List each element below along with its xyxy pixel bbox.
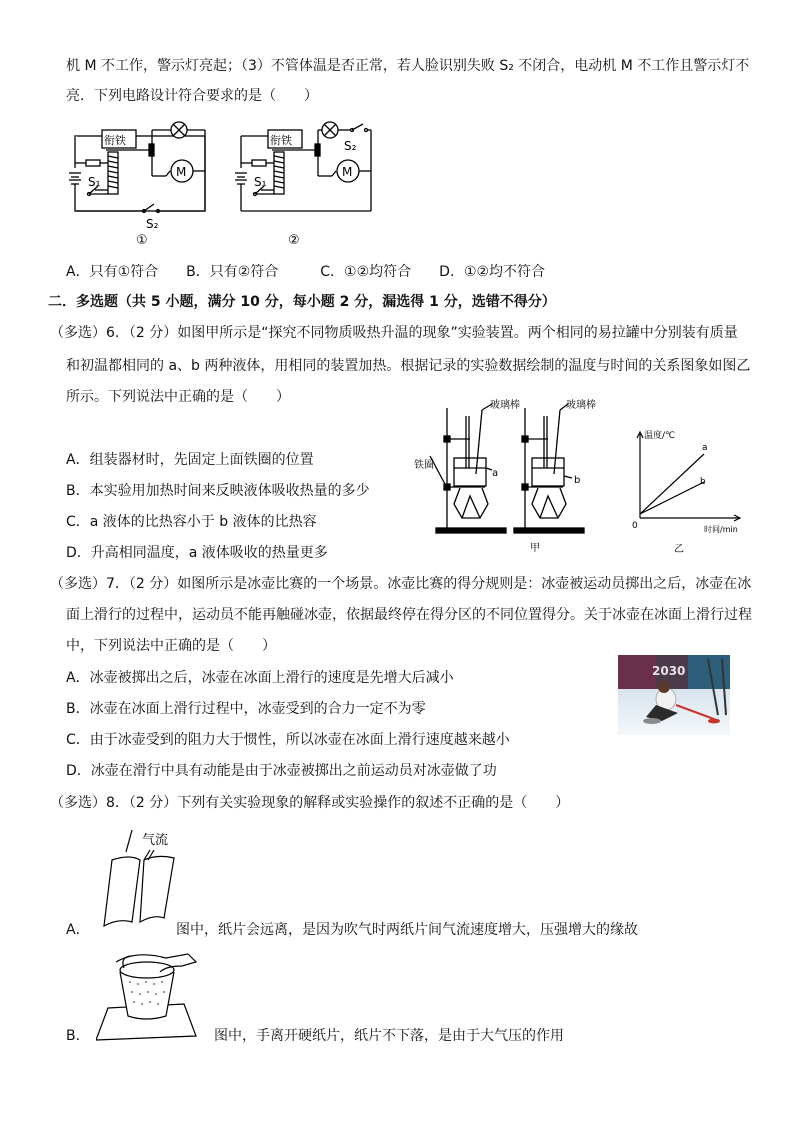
q6-apparatus-figure <box>410 396 610 558</box>
q6-stem-line-3: 所示。下列说法中正确的是（ ） <box>66 389 290 405</box>
q5-options: A．只有①符合 B．只有②符合 C．①②均符合 D．①②均不符合 <box>66 264 546 280</box>
q6-temperature-graph <box>622 424 748 556</box>
switch-s1-label-2: S₁ <box>254 175 267 189</box>
motor-label-2: M <box>342 165 353 179</box>
liquid-a-label: a <box>492 468 499 479</box>
q8-option-b-label: B． <box>66 1028 90 1044</box>
curling-photo-banner: 2030 <box>652 664 686 678</box>
q8-stem: （多选）8．（2 分）下列有关实验现象的解释或实验操作的叙述不正确的是（ ） <box>50 795 570 811</box>
iron-ring-label: 铁圈 <box>414 460 434 471</box>
q6-option-a: A．组装器材时，先固定上面铁圈的位置 <box>66 452 314 468</box>
circuit-diagram-2 <box>232 116 382 252</box>
q8-option-a-text: 图中，纸片会远离，是因为吹气时两纸片间气流速度增大，压强增大的缘故 <box>176 922 638 938</box>
q7-stem-line-2: 面上滑行的过程中，运动员不能再触碰冰壶，依据最终停在得分区的不同位置得分。关于冰壶在冰面上滑行过程 <box>66 607 752 623</box>
armature-label-1: 衔铁 <box>104 134 126 147</box>
switch-s2-label-1: S₂ <box>146 217 159 231</box>
section-2-heading: 二．多选题（共 5 小题，满分 10 分，每小题 2 分，漏选得 1 分，选错不得分） <box>48 294 556 310</box>
q8-cup-cardboard-figure <box>96 948 208 1046</box>
q6-option-b: B．本实验用加热时间来反映液体吸收热量的多少 <box>66 483 370 499</box>
q7-option-b: B．冰壶在冰面上滑行过程中，冰壶受到的合力一定不为零 <box>66 701 426 717</box>
figure-jia-caption: 甲 <box>530 543 540 554</box>
q6-option-d: D．升高相同温度，a 液体吸收的热量更多 <box>66 545 328 561</box>
figure-yi-caption: 乙 <box>674 544 684 555</box>
graph-y-axis-label: 温度/℃ <box>644 431 676 441</box>
q6-option-c: C．a 液体的比热容小于 b 液体的比热容 <box>66 514 317 530</box>
graph-origin-label: 0 <box>632 521 638 531</box>
circuit-number-2: ② <box>288 233 300 248</box>
q7-option-d: D．冰壶在滑行中具有动能是由于冰壶被掷出之前运动员对冰壶做了功 <box>66 763 497 779</box>
q7-stem-line-3: 中，下列说法中正确的是（ ） <box>66 638 276 654</box>
armature-label-2: 衔铁 <box>270 134 292 147</box>
intro-line-2: 亮．下列电路设计符合要求的是（ ） <box>66 88 318 104</box>
intro-line-1: 机 M 不工作，警示灯亮起；（3）不管体温是否正常，若人脸识别失败 S₂ 不闭合，电动机 M 不工作且警示灯不 <box>66 58 750 74</box>
graph-x-axis-label: 时间/min <box>704 525 738 534</box>
q7-option-a: A．冰壶被掷出之后，冰壶在冰面上滑行的速度是先增大后减小 <box>66 670 454 686</box>
q8-option-a-label: A． <box>66 922 90 938</box>
glass-rod-label-2: 玻璃棒 <box>566 400 596 411</box>
graph-line-b-label: b <box>700 477 706 487</box>
switch-s1-label-1: S₁ <box>88 175 101 189</box>
graph-line-a-label: a <box>702 443 708 453</box>
q6-stem-line-1: （多选）6．（2 分）如图甲所示是“探究不同物质吸热升温的现象”实验装置。两个相同的易拉罐中分别装有质量 <box>50 325 738 341</box>
circuit-diagram-1 <box>66 116 216 252</box>
airflow-label: 气流 <box>142 833 169 848</box>
switch-s2-label-2: S₂ <box>344 139 357 153</box>
liquid-b-label: b <box>574 475 581 486</box>
q8-paper-airflow-figure <box>96 826 184 930</box>
q7-option-c: C．由于冰壶受到的阻力大于惯性，所以冰壶在冰面上滑行速度越来越小 <box>66 732 510 748</box>
q6-stem-line-2: 和初温都相同的 a、b 两种液体，用相同的装置加热。根据记录的实验数据绘制的温度与时间的关系图象如图乙 <box>66 358 751 374</box>
motor-label-1: M <box>176 165 187 179</box>
circuit-number-1: ① <box>136 233 148 248</box>
glass-rod-label-1: 玻璃棒 <box>490 400 520 411</box>
curling-photo <box>618 655 730 735</box>
q8-option-b-text: 图中，手离开硬纸片，纸片不下落，是由于大气压的作用 <box>214 1028 564 1044</box>
q7-stem-line-1: （多选）7．（2 分）如图所示是冰壶比赛的一个场景。冰壶比赛的得分规则是：冰壶被运动员掷出之后，冰壶在冰 <box>50 576 752 592</box>
